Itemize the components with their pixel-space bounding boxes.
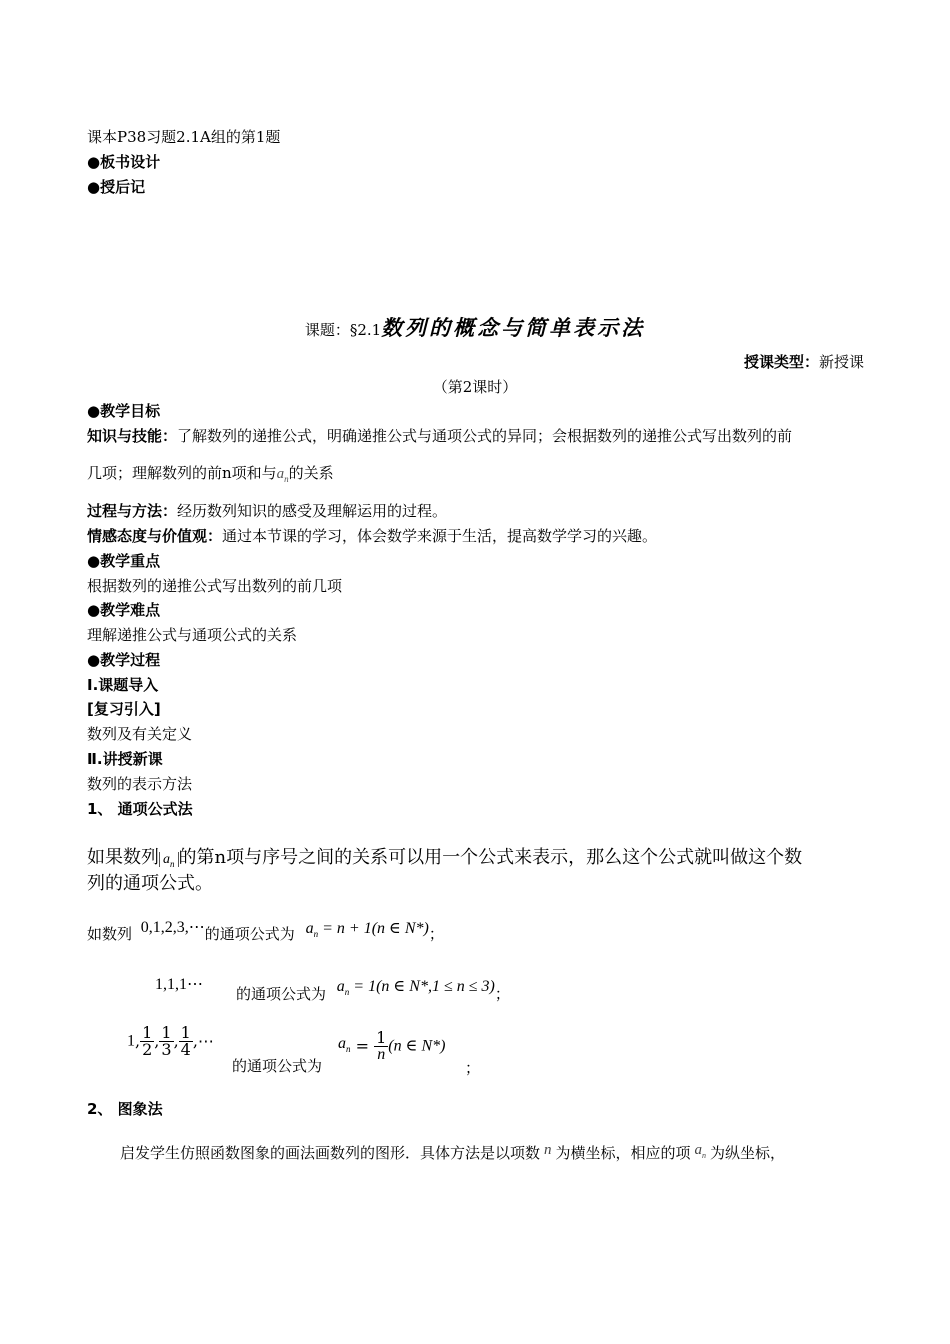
example2-sequence: 1,1,1⋯ <box>155 976 203 993</box>
part1-heading: Ⅰ.课题导入 <box>87 676 159 694</box>
method1-heading: 1、 通项公式法 <box>87 800 193 818</box>
procedure-heading: ●教学过程 <box>87 651 161 669</box>
example2-semicolon: ； <box>494 985 510 1003</box>
graph-text-c: 为纵坐标， <box>710 1144 786 1162</box>
an-symbol: $a_n$ <box>694 1142 707 1160</box>
difficulties-text: 理解递推公式与通项公式的关系 <box>87 626 298 644</box>
frac-half: $\frac{1}{2}$ <box>142 1023 153 1059</box>
knowledge-label: 知识与技能： <box>87 427 178 445</box>
example2-formula: $a_n = 1(n$ ∈ N*,1 ≤ n ≤ 3) <box>336 978 495 998</box>
graph-text-b: 为横坐标，相应的项 <box>555 1144 691 1162</box>
a-n-symbol: $a_n$ <box>276 466 289 484</box>
lesson-type-label: 授课类型： <box>743 353 819 371</box>
emotion-text: 通过本节课的学习，体会数学来源于生活，提高数学学习的兴趣。 <box>222 527 658 545</box>
sequence-an: $a_n$ <box>159 852 179 867</box>
knowledge-cont-b: 的关系 <box>288 464 334 482</box>
difficulties-heading: ●教学难点 <box>87 601 161 619</box>
lesson-title-main: 数列的概念与简单表示法 <box>381 316 646 340</box>
frac-quarter: $\frac{1}{4}$ <box>180 1023 191 1059</box>
method2-heading: 2、 图象法 <box>87 1100 163 1118</box>
process-text: 经历数列知识的感受及理解运用的过程。 <box>177 502 448 520</box>
example1-prefix: 如数列 <box>87 925 133 943</box>
key-points-text: 根据数列的递推公式写出数列的前几项 <box>87 577 343 595</box>
part2-heading: Ⅱ.讲授新课 <box>87 750 163 768</box>
n-symbol: n <box>544 1142 552 1158</box>
example2-mid: 的通项公式为 <box>236 985 327 1003</box>
knowledge-cont-a: 几项；理解数列的前n项和与 <box>87 464 277 482</box>
emotion-label: 情感态度与价值观： <box>87 527 223 545</box>
example1 <box>87 919 444 950</box>
definition-b: 的第n项与序号之间的关系可以用一个公式来表示，那么这个公式就叫做这个数 <box>178 847 803 868</box>
lesson-period: （第2课时） <box>432 378 518 396</box>
example1-mid: 的通项公式为 <box>204 925 295 943</box>
review-heading: [复习引入] <box>87 700 161 718</box>
frac-third: $\frac{1}{3}$ <box>161 1023 172 1059</box>
emotion-line <box>87 526 657 546</box>
review-text: 数列及有关定义 <box>87 725 193 743</box>
methods-text: 数列的表示方法 <box>87 775 193 793</box>
homework-line: 课本P38习题2.1A组的第1题 <box>87 128 281 146</box>
knowledge-line <box>87 426 792 446</box>
board-design-heading: ●板书设计 <box>87 153 161 171</box>
process-label: 过程与方法： <box>87 502 178 520</box>
objectives-heading: ●教学目标 <box>87 402 161 420</box>
definition-c: 列的通项公式。 <box>87 873 213 894</box>
graph-text-a: 启发学生仿照函数图象的画法画数列的图形．具体方法是以项数 <box>120 1144 541 1162</box>
definition-a: 如果数列 <box>87 847 159 868</box>
graph-text <box>120 1143 785 1170</box>
example3-mid: 的通项公式为 <box>232 1057 323 1075</box>
post-note-heading: ●授后记 <box>87 178 146 196</box>
example2-formula-line <box>236 976 510 1002</box>
knowledge-text: 了解数列的递推公式，明确递推公式与通项公式的异同；会根据数列的递推公式写出数列的前 <box>177 427 793 445</box>
example1-semicolon: ； <box>428 925 444 943</box>
lesson-type <box>744 351 864 372</box>
lesson-type-value: 新授课 <box>818 353 864 371</box>
example3-sequence: 1, $\frac{1}{2}$ , $\frac{1}{3}$ , $\frac{1}{4}$ ,⋯ <box>127 1023 214 1059</box>
example3-semicolon: ； <box>465 1059 481 1077</box>
process-line <box>87 501 447 521</box>
example3-formula: $a_n$ = $\frac{1}{n}$ (n ∈ N*) <box>338 1028 446 1063</box>
example1-sequence: 0,1,2,3,⋯ <box>140 919 205 936</box>
knowledge-cont-line <box>87 463 334 489</box>
lesson-title-prefix: 课题：§2.1 <box>304 321 382 339</box>
lesson-title <box>0 312 950 342</box>
example1-formula: $a_n = n + 1(n$ ∈ N*) <box>305 920 429 940</box>
key-points-heading: ●教学重点 <box>87 552 161 570</box>
